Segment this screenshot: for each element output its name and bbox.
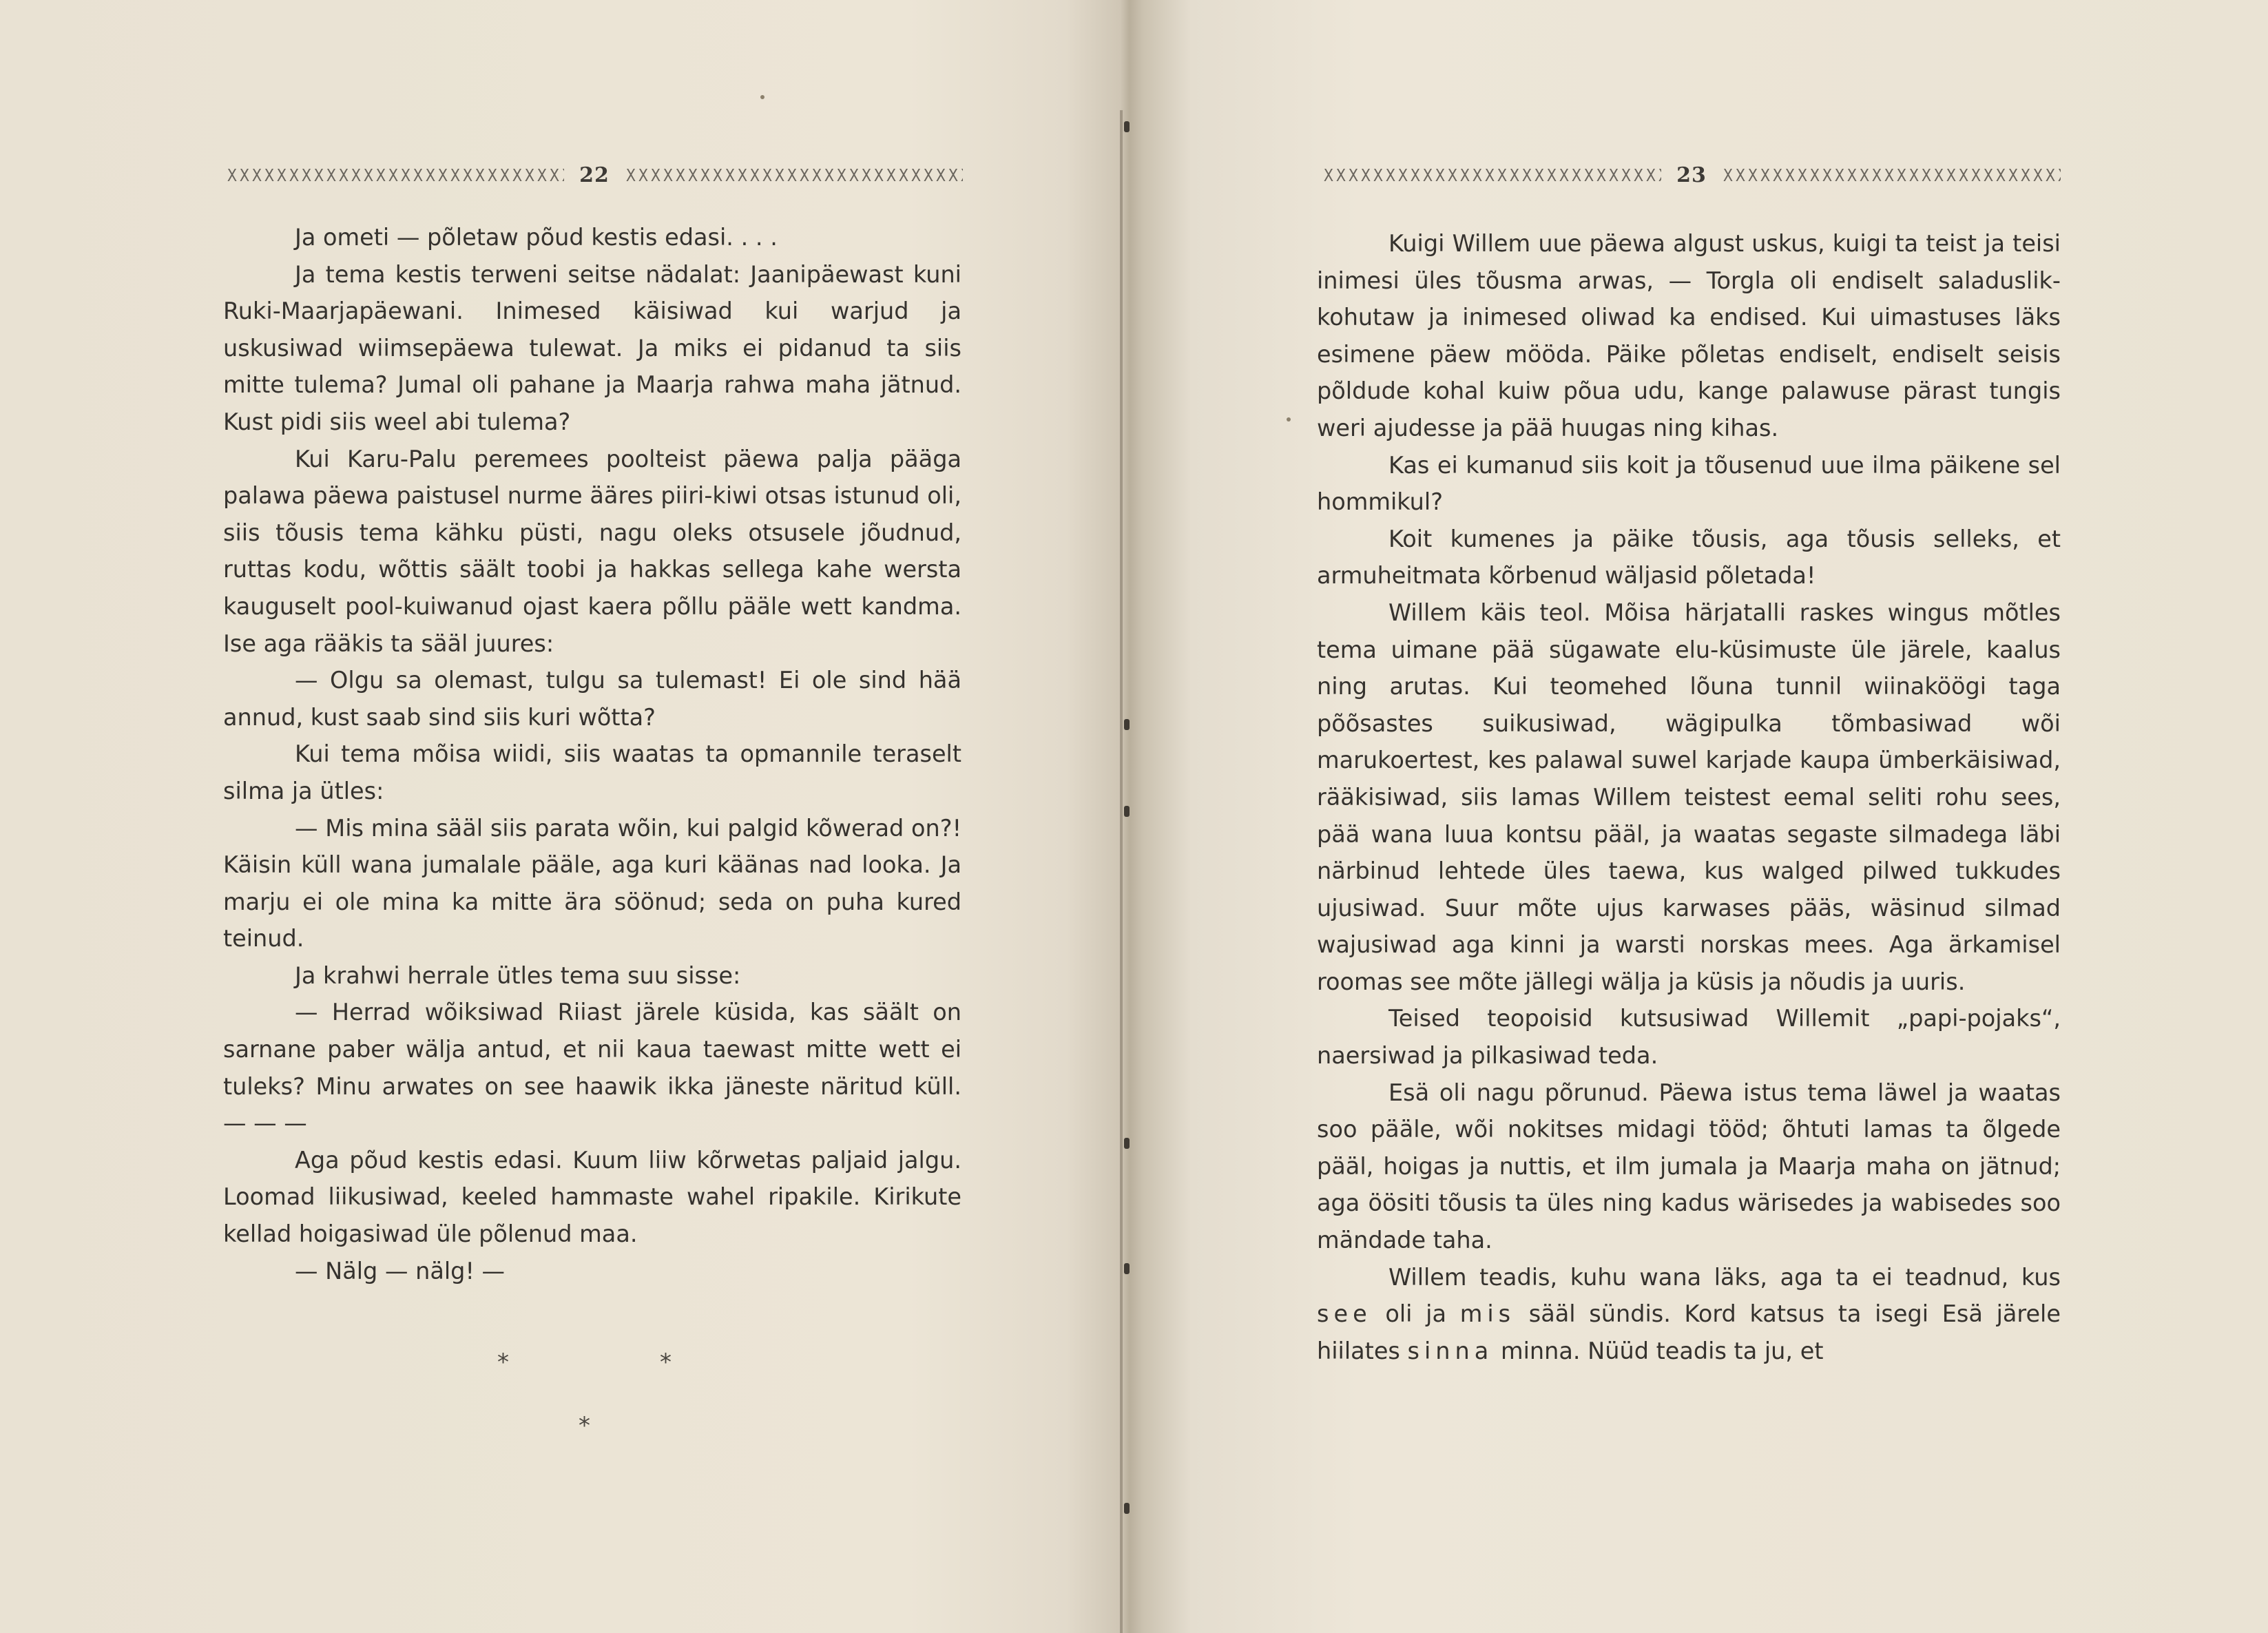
ornamental-rule bbox=[625, 169, 963, 181]
dialogue-paragraph: — Mis mina sääl siis parata wõin, kui palgid kõwerad on?! Käisin küll wana jumalale pääle, aga kuri käänas nad looka. Ja marju ei ole mina ka mitte ära söönud; seda on puha kured teinud. bbox=[223, 814, 961, 953]
paragraph: Ja tema kestis terweni seitse nädalat: Jaanipäewast kuni Ruki-Maarjapäewani. Inimesed käisiwad kui warjud ja uskusiwad wiimsepäewa tulewat. Ja miks ei pidanud ta siis mitte tulema? Jumal oli pahane ja Maarja rahwa maha jätnud. Kust pidi siis weel abi tulema? bbox=[223, 260, 961, 435]
text-run: oli ja bbox=[1371, 1300, 1460, 1328]
paragraph: Willem käis teol. Mõisa härjatalli raskes wingus mõtles tema uimane pää sügawate elu-küsimuste üle järele, kaalus ning arutas. Kui teomehed lõuna tunnil wiinaköögi taga põõsastes suikusiwad, wägipulka tõmbasiwad wõi marukoertest, kes palawal suwel karjade kaupa ümberkäisiwad, rääkisiwad, siis lamas Willem teistest eemal seliti rohu sees, pää wana luua kontsu pääl, ja waatas segaste silmadega läbi närbinud lehtede üles taewa, kus walged pilwed tukkudes ujusiwad. Suur mõte ujus karwases pääs, wäsinud silmad wajusiwad aga kinni ja warsti norskas mees. Aga ärkamisel roomas see mõte jällegi wälja ja küsis ja nõudis ja uuris. bbox=[1317, 599, 2061, 995]
paragraph: Esä oli nagu põrunud. Päewa istus tema läwel ja waatas soo pääle, wõi nokitses midagi tööd; õhtuti lamas ta õlgede pääl, hoigas ja nuttis, et ilm jumala ja Maarja maha on jätnud; aga öösiti tõusis ta üles ning kadus wärisedes ja wabisedes soo mändade taha. bbox=[1317, 1079, 2061, 1254]
paragraph: Kui tema mõisa wiidi, siis waatas ta opmannile teraselt silma ja ütles: bbox=[223, 740, 961, 804]
page-number: 22 bbox=[579, 163, 610, 187]
ornamental-rule bbox=[1722, 169, 2061, 181]
asterisk: * bbox=[579, 1412, 590, 1439]
spaced-emphasis: mis bbox=[1459, 1300, 1516, 1328]
paragraph: Koit kumenes ja päike tõusis, aga tõusis selleks, et armuheitmata kõrbenud wäljasid põletada! bbox=[1317, 525, 2061, 590]
paragraph: Kas ei kumanud siis koit ja tõusenud uue ilma päikene sel hommikul? bbox=[1317, 451, 2061, 516]
paragraph: Ja krahwi herrale ütles tema suu sisse: bbox=[295, 961, 741, 989]
dialogue-paragraph: — Herrad wõiksiwad Riiast järele küsida, kas säält on sarnane paber wälja antud, et nii kaua taewast mitte wett ei tuleks? Minu arwates on see haawik ikka jäneste näritud küll. — — — bbox=[223, 999, 961, 1137]
ornamental-rule bbox=[1322, 169, 1661, 181]
ornamental-rule bbox=[226, 169, 564, 181]
asterisk: * bbox=[497, 1349, 509, 1376]
text-run: Willem teadis, kuhu wana läks, aga ta ei teadnud, kus bbox=[1388, 1263, 2061, 1291]
running-head-right bbox=[1322, 161, 2061, 189]
paragraph: Ja ometi — põletaw põud kestis edasi. . . . bbox=[295, 224, 778, 251]
asterisk: * bbox=[660, 1349, 672, 1376]
paragraph: Kui Karu-Palu peremees poolteist päewa palja pääga palawa päewa paistusel nurme ääres piiri-kiwi otsas istunud oli, siis tõusis tema kähku püsti, nagu oleks otsusele jõudnud, ruttas kodu, wõttis säält toobi ja hakkas sellega kahe wersta kauguselt pool-kuiwanud ojast kaera põllu pääle wett kandma. Ise aga rääkis ta sääl juures: bbox=[223, 445, 961, 657]
paragraph-continued bbox=[1317, 1259, 2061, 1370]
text-run: minna. Nüüd teadis ta ju, et bbox=[1493, 1337, 1824, 1364]
running-head-left bbox=[226, 161, 963, 189]
left-page-text bbox=[223, 219, 961, 1289]
left-page bbox=[0, 0, 1130, 1633]
paragraph: Kuigi Willem uue päewa algust uskus, kuigi ta teist ja teisi inimesi üles tõusma arwas, — Torgla oli endiselt saladuslik-kohutaw ja inimesed oliwad ka endised. Kui uimastuses läks esimene päew mööda. Päike põletas endiselt, endiselt seisis põldude kohal kuiw põua udu, kange palawuse pärast tungis weri ajudesse ja pää huugas ning kihas. bbox=[1317, 230, 2061, 441]
right-page bbox=[1130, 0, 2268, 1633]
text-run: sääl sündis. Kord katsus ta isegi Esä järele hiilates bbox=[1317, 1300, 2061, 1364]
paragraph: Teised teopoisid kutsusiwad Willemit „papi-pojaks“, naersiwad ja pilkasiwad teda. bbox=[1317, 1005, 2061, 1070]
section-break-asterism bbox=[223, 1349, 961, 1452]
spaced-emphasis: see bbox=[1317, 1300, 1372, 1328]
right-page-text bbox=[1317, 225, 2061, 1369]
spaced-emphasis: sinna bbox=[1407, 1337, 1494, 1364]
page-number: 23 bbox=[1676, 163, 1707, 187]
paragraph: Aga põud kestis edasi. Kuum liiw kõrwetas paljaid jalgu. Loomad liikusiwad, keeled hammaste wahel ripakile. Kirikute kellad hoigasiwad üle põlenud maa. bbox=[223, 1146, 961, 1248]
dialogue-paragraph: — Nälg — nälg! — bbox=[295, 1257, 506, 1284]
dialogue-paragraph: — Olgu sa olemast, tulgu sa tulemast! Ei ole sind hää annud, kust saab sind siis kuri wõtta? bbox=[223, 667, 961, 731]
